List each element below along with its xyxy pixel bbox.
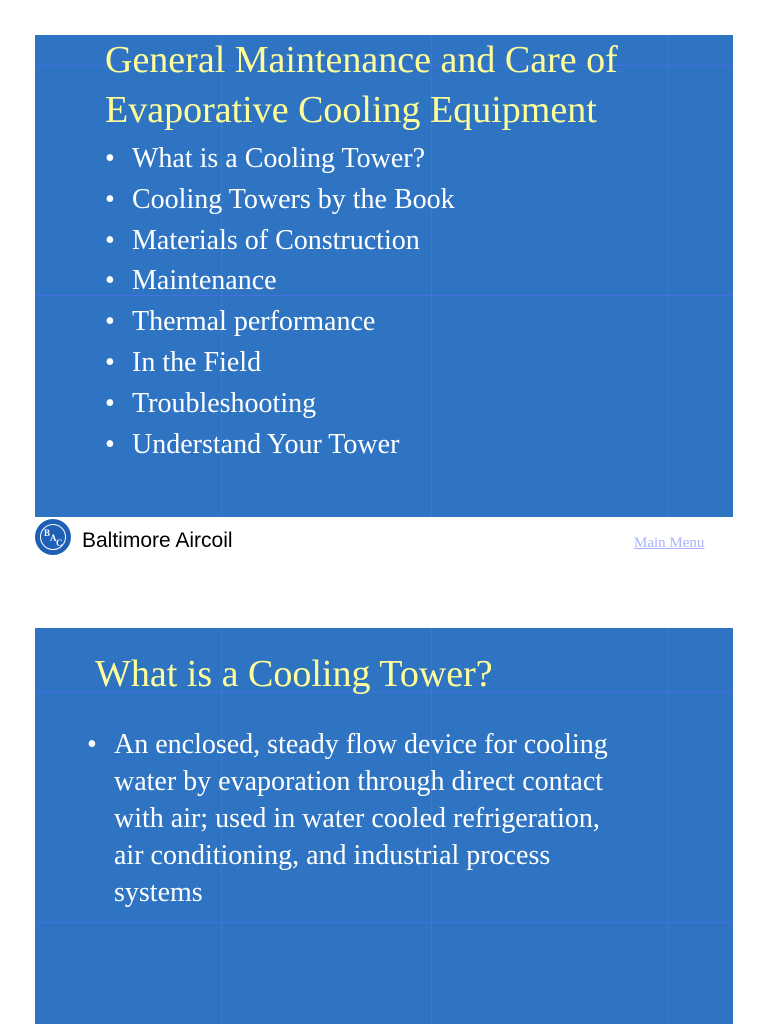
list-item <box>105 384 455 425</box>
title-line-2: Evaporative Cooling Equipment <box>105 89 597 131</box>
bullet-icon: • <box>87 729 97 760</box>
slide-title: What is a Cooling Tower? <box>95 653 493 695</box>
bullet-icon: • <box>105 224 115 256</box>
list-item-label: Thermal performance <box>132 306 376 338</box>
slide-overview <box>35 35 733 517</box>
list-item <box>87 726 687 911</box>
list-item-label: Materials of Construction <box>132 224 420 256</box>
list-item <box>105 180 455 221</box>
topic-list <box>105 139 455 465</box>
company-name: Baltimore Aircoil <box>82 529 233 552</box>
grid-line <box>667 35 668 517</box>
logo-letter: C <box>56 538 63 548</box>
main-menu-link[interactable]: Main Menu <box>634 535 705 551</box>
bullet-icon: • <box>105 183 115 215</box>
bullet-icon: • <box>105 428 115 460</box>
definition-line: air conditioning, and industrial process <box>114 840 551 871</box>
list-item <box>105 139 455 180</box>
list-item-label: Maintenance <box>132 265 277 297</box>
list-item <box>105 221 455 262</box>
slide-title <box>105 35 618 135</box>
logo-letter: B <box>44 528 51 538</box>
bullet-icon: • <box>105 265 115 297</box>
definition-line: water by evaporation through direct contact <box>114 766 604 797</box>
bac-logo-icon <box>35 519 71 555</box>
definition-line: systems <box>114 877 203 908</box>
list-item-label: What is a Cooling Tower? <box>132 143 426 174</box>
logo-letter: A <box>50 533 57 543</box>
list-item <box>105 343 455 384</box>
bullet-icon: • <box>105 306 115 338</box>
bullet-icon: • <box>105 387 115 419</box>
list-item <box>105 425 455 466</box>
list-item-label: In the Field <box>132 346 262 378</box>
definition-list <box>87 726 687 911</box>
grid-line <box>35 922 733 923</box>
slide-definition <box>35 628 733 1024</box>
definition-line: with air; used in water cooled refrigeration, <box>114 803 600 834</box>
list-item <box>105 302 455 343</box>
definition-line: An enclosed, steady flow device for cooling <box>114 729 608 760</box>
list-item-label: Cooling Towers by the Book <box>132 183 455 215</box>
title-line-1: General Maintenance and Care of <box>105 39 618 81</box>
bullet-icon: • <box>105 143 115 174</box>
list-item-label: Troubleshooting <box>132 387 317 419</box>
list-item <box>105 261 455 302</box>
slide-footer <box>0 517 768 572</box>
list-item-label: Understand Your Tower <box>132 428 400 460</box>
bullet-icon: • <box>105 346 115 378</box>
